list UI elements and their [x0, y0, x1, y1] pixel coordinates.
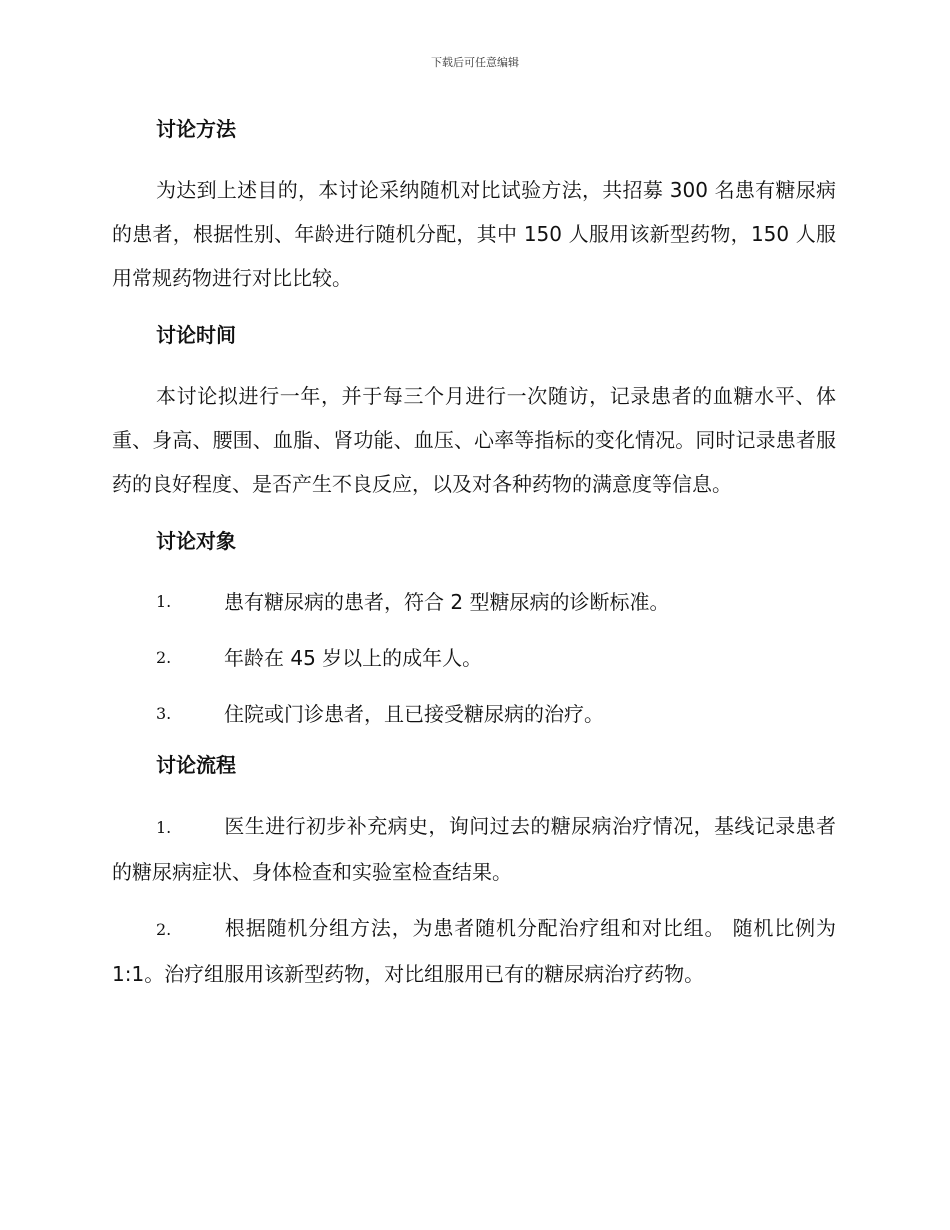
- list-item-number: 1.: [156, 592, 172, 611]
- list-item: [112, 636, 836, 680]
- list-item-number: 2.: [156, 648, 172, 667]
- list-item-number: 2.: [156, 920, 172, 939]
- list-item-text: 根据随机分组方法，为患者随机分配治疗组和对比组。 随机比例为 1:1。治疗组服用该新型药物，对比组服用已有的糖尿病治疗药物。: [112, 916, 836, 986]
- subjects-list: [112, 580, 836, 736]
- section-heading-process: 讨论流程: [156, 753, 236, 777]
- list-item: [112, 804, 836, 894]
- section-heading-method: 讨论方法: [156, 117, 236, 141]
- list-item-text: 住院或门诊患者，且已接受糖尿病的治疗。: [224, 702, 604, 726]
- process-list: [112, 804, 836, 996]
- section-heading-time: 讨论时间: [156, 323, 236, 347]
- list-item-number: 1.: [156, 818, 172, 837]
- list-item: [112, 692, 836, 736]
- list-item-text: 年龄在 45 岁以上的成年人。: [224, 646, 483, 670]
- paragraph-method: 为达到上述目的，本讨论采纳随机对比试验方法，共招募 300 名患有糖尿病的患者，根据性别、年龄进行随机分配，其中 150 人服用该新型药物，150 人服用常规药物进行对比比较。: [112, 178, 836, 290]
- list-item-text: 医生进行初步补充病史，询问过去的糖尿病治疗情况，基线记录患者的糖尿病症状、身体检查和实验室检查结果。: [112, 814, 836, 884]
- list-item-number: 3.: [156, 704, 172, 723]
- document-body: [112, 112, 836, 1008]
- list-item: [112, 580, 836, 624]
- section-heading-subjects: 讨论对象: [156, 529, 236, 553]
- paragraph-time: 本讨论拟进行一年，并于每三个月进行一次随访，记录患者的血糖水平、体重、身高、腰围、血脂、肾功能、血压、心率等指标的变化情况。同时记录患者服药的良好程度、是否产生不良反应，以及对各种药物的满意度等信息。: [112, 384, 836, 496]
- list-item-text: 患有糖尿病的患者，符合 2 型糖尿病的诊断标准。: [224, 590, 670, 614]
- list-item: [112, 906, 836, 996]
- header-note: 下载后可任意编辑: [431, 56, 519, 69]
